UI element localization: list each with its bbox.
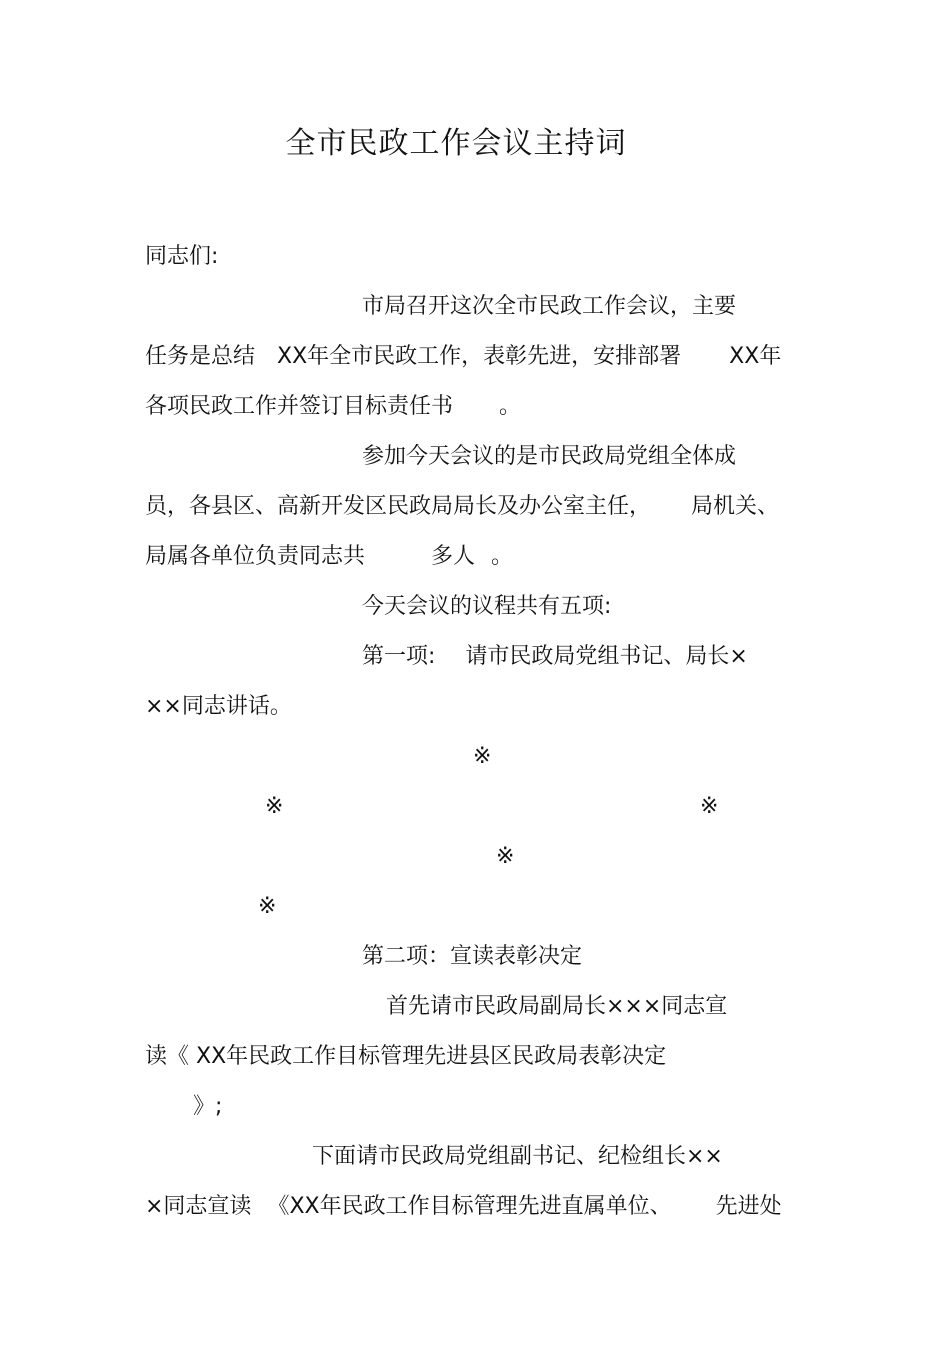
- para1-line3-a: 各项民政工作并签订目标责任书: [145, 394, 454, 419]
- para1-line2-c: XX年: [729, 344, 782, 369]
- item2-line1: 首先请市民政局副局长×××同志宣: [386, 994, 728, 1019]
- para1-line3-b: 。: [499, 394, 522, 419]
- para1-line2: [145, 343, 781, 371]
- para2-line3-b: 多人: [431, 544, 476, 569]
- para2-line2-b: 局机关、: [691, 494, 780, 519]
- para2-line3-a: 局属各单位负责同志共: [145, 544, 366, 569]
- para2-line3: [145, 543, 513, 571]
- para1-line1: 市局召开这次全市民政工作会议，主要: [362, 294, 737, 319]
- para2-line2-a: 员，各县区、高新开发区民政局局长及办公室主任，: [145, 494, 652, 519]
- item2-line3: 》;: [193, 1094, 223, 1119]
- item2-line5-c: 先进处: [715, 1194, 782, 1219]
- item2-line5: [145, 1193, 782, 1221]
- item1-line2: ××同志讲话。: [145, 694, 292, 719]
- item1-label: 第一项:: [362, 644, 436, 669]
- item2-line5-a: ×同志宣读: [145, 1194, 252, 1219]
- agenda-intro: 今天会议的议程共有五项:: [362, 594, 612, 619]
- item2-line2: 读《 XX年民政工作目标管理先进县区民政局表彰决定: [145, 1044, 667, 1069]
- salutation: 同志们:: [145, 244, 219, 269]
- item2-heading: 第二项：宣读表彰决定: [362, 944, 583, 969]
- separator-mark: ※: [265, 794, 284, 819]
- para2-line2: [145, 493, 779, 521]
- separator-mark: ※: [700, 794, 719, 819]
- separator-mark: ※: [258, 894, 277, 919]
- para2-line3-c: 。: [491, 544, 514, 569]
- item2-line5-b: 《XX年民政工作目标管理先进直属单位、: [267, 1194, 672, 1219]
- item2-line4: 下面请市民政局党组副书记、纪检组长××: [312, 1144, 723, 1169]
- para2-line1: 参加今天会议的是市民政局党组全体成: [362, 444, 737, 469]
- para1-line3: [145, 393, 521, 421]
- item1-text: 请市民政局党组书记、局长×: [465, 644, 748, 669]
- separator-mark: ※: [496, 844, 515, 869]
- para1-line2-b: XX年全市民政工作，表彰先进，安排部署: [277, 344, 682, 369]
- item1-line1: [362, 643, 748, 671]
- document-title: 全市民政工作会议主持词: [285, 126, 627, 161]
- para1-line2-a: 任务是总结: [145, 344, 256, 369]
- separator-mark: ※: [473, 744, 492, 769]
